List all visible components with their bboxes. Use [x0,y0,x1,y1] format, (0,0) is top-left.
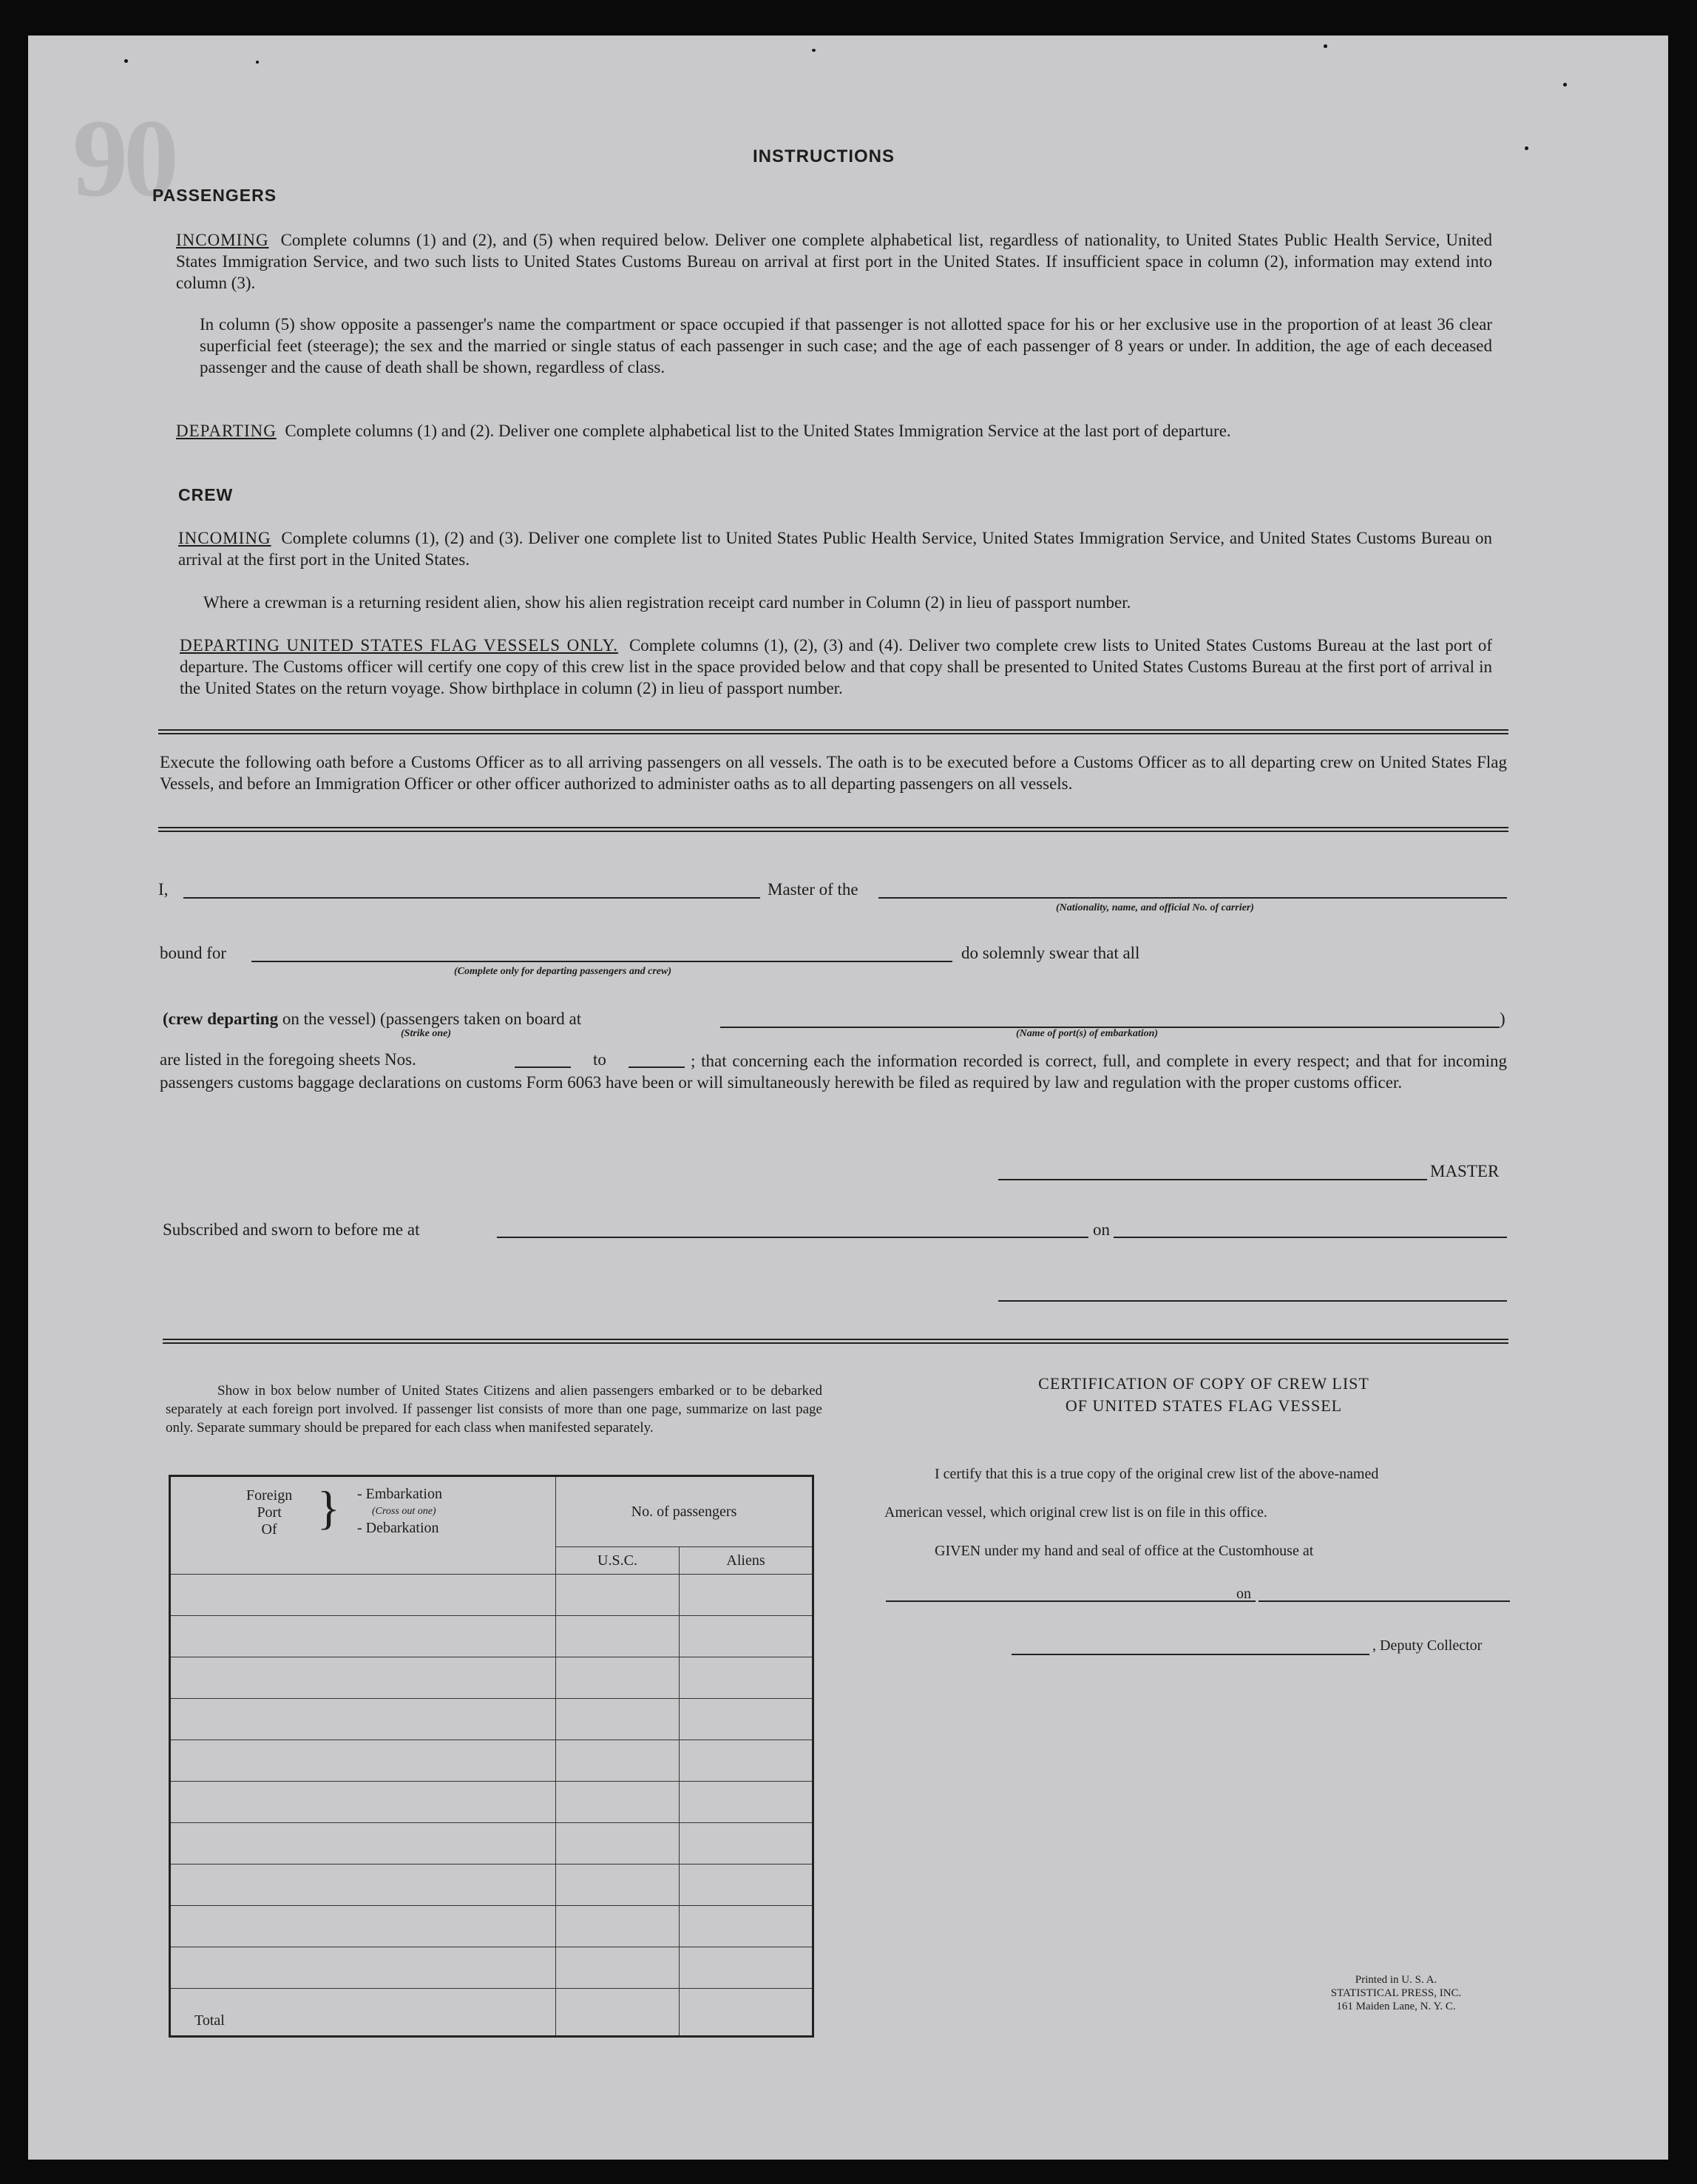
master-label: MASTER [1430,1162,1500,1180]
bound-for-note: (Complete only for departing passengers and crew) [454,966,671,977]
passenger-summary-table [169,1475,814,2038]
section-divider [158,827,1508,832]
subscribed-label: Subscribed and sworn to before me at [163,1220,420,1239]
brace-icon: } [317,1481,340,1534]
aliens-cell[interactable] [680,1657,813,1699]
aliens-cell[interactable] [680,1823,813,1864]
crew-departing-label: (crew departing [163,1010,279,1028]
printer-line2: STATISTICAL PRESS, INC. [1330,1987,1462,1999]
crew-incoming-text: Complete columns (1), (2) and (3). Deliver one complete list to United States Public Health Service, United States Immigration Service, and United States Customs Bureau on arrival at the first port in the United States. [178,529,1492,569]
aliens-cell[interactable] [680,1699,813,1740]
bound-for-label: bound for [160,944,227,962]
usc-cell[interactable] [556,1906,680,1947]
passengers-incoming-text: Complete columns (1) and (2), and (5) when required below. Deliver one complete alphabetical list, regardless of nationality, to United States Public Health Service, United States Immigration Service, and two such lists to United States Customs Bureau on arrival at first port in the United States. If insufficient space in column (2), information may extend into column (3). [176,231,1493,292]
passengers-column5-text: In column (5) show opposite a passenger's name the compartment or space occupied if that passenger is not allotted space for his or her exclusive use in the proportion of at least 36 clear superficial feet (steerage); the sex and the married or single status of each passenger in such case; and the age of each passenger of 8 years or under. In addition, the age of each deceased passenger and the cause of death shall be shown, regardless of class. [200,315,1492,376]
crew-resident-text: Where a crewman is a returning resident alien, show his alien registration receipt card number in Column (2) in lieu of passport number. [203,593,1131,612]
table-row [170,1947,813,1989]
sworn-on-label: on [1093,1220,1110,1239]
of-label: Of [261,1521,277,1538]
certification-title-line1: CERTIFICATION OF COPY OF CREW LIST [1038,1374,1369,1393]
aliens-cell[interactable] [680,1782,813,1823]
summary-instruction: Show in box below number of United States Citizens and alien passengers embarked or to be debarked separately at each foreign port involved. If passenger list consists of more than one page, summarize on last page only. Separate summary should be prepared for each class when manifested separately. [166,1383,822,1436]
dust-speck [812,49,816,52]
deputy-collector-label: , Deputy Collector [1372,1637,1483,1654]
crew-title: CREW [178,485,234,504]
table-row [170,1740,813,1782]
printer-line3: 161 Maiden Lane, N. Y. C. [1336,2001,1456,2012]
table-row [170,1657,813,1699]
aliens-cell[interactable] [680,1616,813,1657]
sworn-place-field[interactable] [497,1237,1088,1238]
printer-imprint [1263,1973,1529,2013]
dust-speck [256,61,259,64]
form-page [28,36,1668,2160]
section-divider [158,729,1508,734]
section-divider [163,1339,1508,1344]
crew-incoming-label: INCOMING [178,529,271,547]
master-signature-field[interactable] [998,1179,1427,1180]
usc-cell[interactable] [556,1740,680,1782]
passengers-departing-paragraph [176,420,1492,442]
master-of-label: Master of the [768,880,858,899]
aliens-header: Aliens [680,1547,813,1575]
strike-one-note: (Strike one) [401,1028,452,1039]
foreign-label: Foreign [246,1487,293,1504]
table-row [170,1699,813,1740]
officer-signature-field[interactable] [998,1300,1507,1302]
crew-incoming-paragraph [178,527,1492,570]
to-label: to [593,1050,606,1069]
port-cell[interactable] [170,1782,556,1823]
bleed-through-mark: 90 [72,97,175,220]
nationality-note: (Nationality, name, and official No. of carrier) [1056,902,1254,913]
crew-passengers-line [163,1010,581,1029]
usc-header: U.S.C. [556,1547,680,1575]
aliens-total-cell[interactable] [680,1989,813,2037]
deputy-signature-field[interactable] [1012,1654,1369,1655]
cert-date-field[interactable] [1259,1600,1510,1602]
cross-out-note: (Cross out one) [372,1506,436,1517]
usc-cell[interactable] [556,1699,680,1740]
port-label: Port [257,1504,282,1521]
oath-i-label: I, [158,880,169,899]
certify-text-line2: American vessel, which original crew list is on file in this office. [884,1504,1267,1521]
passengers-departing-text: Complete columns (1) and (2). Deliver one complete alphabetical list to the United States Immigration Service at the last port of departure. [285,422,1231,440]
aliens-cell[interactable] [680,1575,813,1616]
no-passengers-header: No. of passengers [556,1476,813,1547]
swear-label: do solemnly swear that all [961,944,1140,962]
certify-text-line1: I certify that this is a true copy of the original crew list of the above-named [935,1466,1379,1482]
table-row [170,1906,813,1947]
port-cell[interactable] [170,1740,556,1782]
usc-cell[interactable] [556,1823,680,1864]
port-cell[interactable] [170,1864,556,1906]
aliens-cell[interactable] [680,1906,813,1947]
sworn-date-field[interactable] [1114,1237,1507,1238]
dust-speck [1563,83,1567,87]
dust-speck [124,59,128,63]
foreign-port-header [170,1476,556,1575]
crew-departing-label: DEPARTING UNITED STATES FLAG VESSELS ONLY. [180,636,618,655]
instructions-heading: INSTRUCTIONS [753,146,895,166]
carrier-field[interactable] [878,897,1507,899]
aliens-cell[interactable] [680,1947,813,1989]
usc-total-cell[interactable] [556,1989,680,2037]
crew-departing-text: Complete columns (1), (2), (3) and (4). Deliver two complete crew lists to United States Customs Bureau at the last port of departure. The Customs officer will certify one copy of this crew list in the space provided below and that copy shall be presented to United States Customs Bureau at the first port of arrival in the United States on the return voyage. Show birthplace in column (2) in lieu of passport number. [180,636,1493,697]
customhouse-field[interactable] [886,1600,1256,1602]
printer-line1: Printed in U. S. A. [1355,1974,1437,1986]
port-cell[interactable] [170,1823,556,1864]
port-cell[interactable] [170,1575,556,1616]
debarkation-label: - Debarkation [357,1520,439,1536]
table-row [170,1616,813,1657]
total-row [170,1989,813,2037]
cert-on-label: on [1236,1586,1251,1602]
dust-speck [1525,146,1528,150]
usc-cell[interactable] [556,1864,680,1906]
oath-instruction-text: Execute the following oath before a Customs Officer as to all arriving passengers on all vessels. The oath is to be executed before a Customs Officer as to all departing crew on United States Flag Vessels, and before an Immigration Officer or other officer authorized to administer oaths as to all departing passengers on all vessels. [160,753,1507,793]
usc-cell[interactable] [556,1575,680,1616]
bound-for-field[interactable] [251,961,952,962]
passengers-incoming-paragraph [176,229,1492,294]
dust-speck [1324,44,1327,48]
table-row [170,1864,813,1906]
aliens-cell[interactable] [680,1740,813,1782]
passengers-incoming-label: INCOMING [176,231,269,249]
table-row [170,1823,813,1864]
listed-text: ; that concerning each the information recorded is correct, full, and complete in every respect; and that for incoming passengers customs baggage declarations on customs Form 6063 have been or will simultaneously herewith be filed as required by law and regulation with the proper customs officer. [160,1052,1507,1092]
usc-cell[interactable] [556,1782,680,1823]
port-cell[interactable] [170,1616,556,1657]
crew-departing-paragraph [180,635,1492,699]
usc-cell[interactable] [556,1947,680,1989]
total-label: Total [170,1989,556,2037]
port-cell[interactable] [170,1906,556,1947]
port-cell[interactable] [170,1699,556,1740]
given-text: GIVEN under my hand and seal of office at the Customhouse at [935,1543,1314,1559]
ports-note: (Name of port(s) of embarkation) [1016,1028,1159,1039]
certification-title-line2: OF UNITED STATES FLAG VESSEL [1065,1396,1343,1415]
passengers-title: PASSENGERS [152,186,277,205]
passengers-departing-label: DEPARTING [176,422,277,440]
embarkation-label: - Embarkation [357,1486,442,1502]
master-name-field[interactable] [183,897,760,899]
table-row [170,1575,813,1616]
port-cell[interactable] [170,1947,556,1989]
on-vessel-label: on the vessel) (passengers taken on board at [282,1010,582,1028]
close-paren: ) [1500,1010,1505,1028]
usc-cell[interactable] [556,1657,680,1699]
listed-label: are listed in the foregoing sheets Nos. [160,1050,416,1069]
usc-cell[interactable] [556,1616,680,1657]
aliens-cell[interactable] [680,1864,813,1906]
table-row [170,1782,813,1823]
port-cell[interactable] [170,1657,556,1699]
